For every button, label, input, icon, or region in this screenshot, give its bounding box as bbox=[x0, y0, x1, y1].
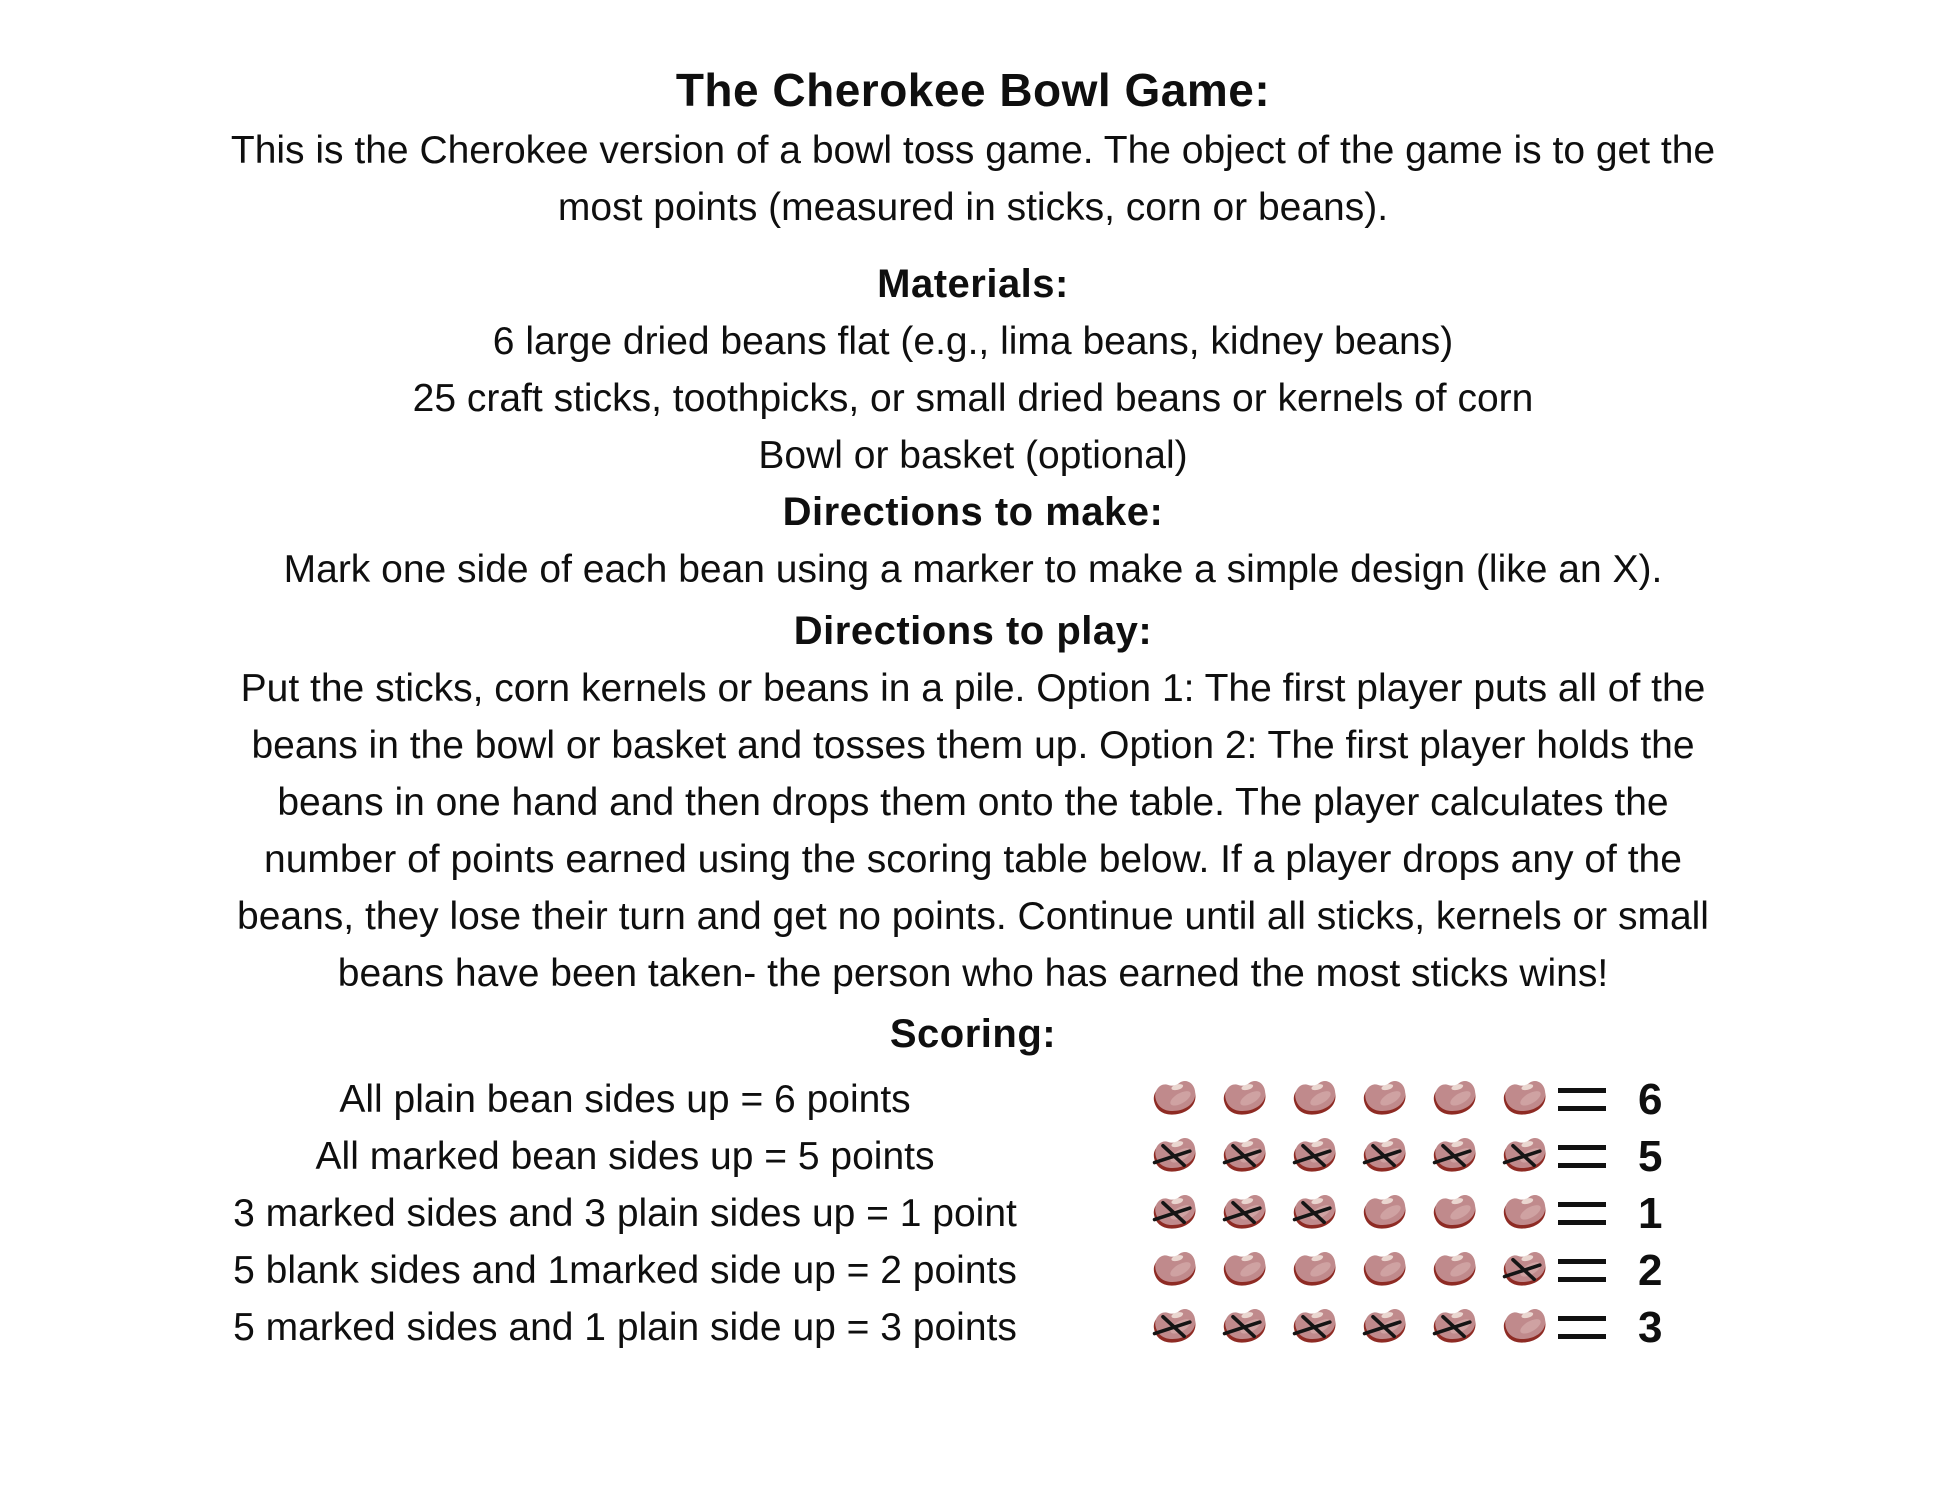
bean-row bbox=[1150, 1137, 1550, 1177]
bean-icon-marked bbox=[1359, 1306, 1410, 1349]
scoring-label: All marked bean sides up = 5 points bbox=[315, 1134, 935, 1178]
equals-sign bbox=[1558, 1088, 1606, 1111]
scoring-label: 5 blank sides and 1marked side up = 2 points bbox=[233, 1248, 1017, 1292]
equals-sign bbox=[1558, 1145, 1606, 1168]
equals-sign bbox=[1558, 1202, 1606, 1225]
points-value: 6 bbox=[1638, 1074, 1663, 1124]
bean-icon-marked bbox=[1359, 1135, 1410, 1178]
directions-make-heading: Directions to make: bbox=[782, 490, 1164, 534]
bean-icon-marked bbox=[1499, 1249, 1550, 1292]
bean-row bbox=[1150, 1194, 1550, 1234]
scoring-row bbox=[0, 1299, 1946, 1356]
directions-play-line: beans in one hand and then drops them onto the table. The player calculates the bbox=[277, 781, 1669, 824]
bean-icon-marked bbox=[1429, 1135, 1480, 1178]
scoring-row bbox=[0, 1071, 1946, 1128]
bean-icon-marked bbox=[1289, 1192, 1340, 1235]
bean-icon-plain bbox=[1359, 1192, 1410, 1235]
bean-icon-plain bbox=[1289, 1078, 1340, 1121]
bean-icon-plain bbox=[1219, 1078, 1270, 1121]
intro-line: This is the Cherokee version of a bowl toss game. The object of the game is to get the bbox=[230, 129, 1716, 172]
bean-row bbox=[1150, 1080, 1550, 1120]
points-value: 5 bbox=[1638, 1131, 1663, 1181]
bean-icon-plain bbox=[1499, 1078, 1550, 1121]
bean-icon-plain bbox=[1499, 1192, 1550, 1235]
materials-heading: Materials: bbox=[877, 262, 1069, 306]
points-value: 1 bbox=[1638, 1188, 1663, 1238]
materials-line: 6 large dried beans flat (e.g., lima beans, kidney beans) bbox=[492, 320, 1454, 363]
bean-icon-plain bbox=[1149, 1078, 1200, 1121]
bean-icon-marked bbox=[1499, 1135, 1550, 1178]
points-value: 3 bbox=[1638, 1302, 1663, 1352]
points-value: 2 bbox=[1638, 1245, 1663, 1295]
bean-row bbox=[1150, 1251, 1550, 1291]
scoring-heading: Scoring: bbox=[889, 1012, 1057, 1056]
scoring-label: 5 marked sides and 1 plain side up = 3 points bbox=[233, 1305, 1017, 1349]
scoring-table bbox=[0, 1071, 1946, 1356]
bean-icon-plain bbox=[1429, 1192, 1480, 1235]
bean-icon-marked bbox=[1219, 1306, 1270, 1349]
bean-icon-plain bbox=[1289, 1249, 1340, 1292]
directions-play-line: number of points earned using the scoring table below. If a player drops any of the bbox=[264, 838, 1682, 881]
equals-sign bbox=[1558, 1259, 1606, 1282]
equals-sign bbox=[1558, 1316, 1606, 1339]
bean-icon-marked bbox=[1219, 1192, 1270, 1235]
directions-play-line: Put the sticks, corn kernels or beans in a pile. Option 1: The first player puts all of the bbox=[240, 667, 1706, 710]
directions-play-line: beans, they lose their turn and get no points. Continue until all sticks, kernels or small bbox=[237, 895, 1709, 938]
bean-icon-plain bbox=[1219, 1249, 1270, 1292]
bean-icon-marked bbox=[1289, 1306, 1340, 1349]
bean-row bbox=[1150, 1308, 1550, 1348]
bean-icon-marked bbox=[1219, 1135, 1270, 1178]
scoring-label: All plain bean sides up = 6 points bbox=[339, 1077, 911, 1121]
scoring-label: 3 marked sides and 3 plain sides up = 1 point bbox=[233, 1191, 1017, 1235]
bean-icon-plain bbox=[1499, 1306, 1550, 1349]
intro-line: most points (measured in sticks, corn or beans). bbox=[557, 186, 1389, 229]
directions-make-line: Mark one side of each bean using a marker to make a simple design (like an X). bbox=[283, 548, 1663, 591]
scoring-row bbox=[0, 1242, 1946, 1299]
bean-icon-plain bbox=[1359, 1078, 1410, 1121]
bean-icon-marked bbox=[1149, 1192, 1200, 1235]
directions-play-heading: Directions to play: bbox=[793, 609, 1153, 653]
directions-play-line: beans in the bowl or basket and tosses them up. Option 2: The first player holds the bbox=[251, 724, 1695, 767]
materials-line: 25 craft sticks, toothpicks, or small dried beans or kernels of corn bbox=[412, 377, 1534, 420]
bean-icon-plain bbox=[1359, 1249, 1410, 1292]
scoring-row bbox=[0, 1128, 1946, 1185]
page-title: The Cherokee Bowl Game: bbox=[675, 64, 1271, 116]
bean-icon-marked bbox=[1149, 1135, 1200, 1178]
bean-icon-plain bbox=[1429, 1078, 1480, 1121]
materials-line: Bowl or basket (optional) bbox=[758, 434, 1188, 477]
bean-icon-plain bbox=[1149, 1249, 1200, 1292]
bean-icon-marked bbox=[1289, 1135, 1340, 1178]
bean-icon-marked bbox=[1429, 1306, 1480, 1349]
bean-icon-marked bbox=[1149, 1306, 1200, 1349]
bean-icon-plain bbox=[1429, 1249, 1480, 1292]
scoring-row bbox=[0, 1185, 1946, 1242]
directions-play-line: beans have been taken- the person who has earned the most sticks wins! bbox=[337, 952, 1609, 995]
